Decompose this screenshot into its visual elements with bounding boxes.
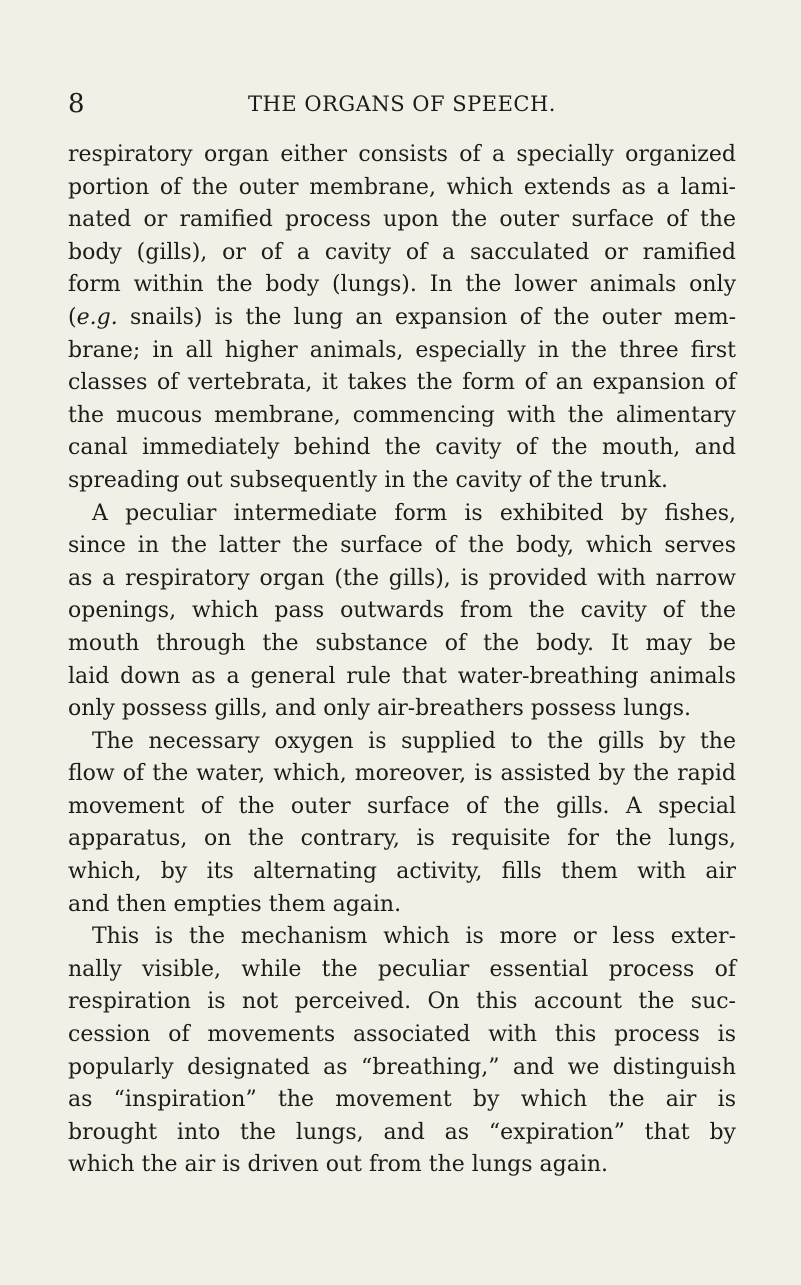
paragraph [68,921,736,1182]
text-line: form within the body (lungs). In the lower animals only [68,272,736,298]
page-number: 8 [68,89,85,119]
text-line: (e.g. snails) is the lung an expansion of the outer mem- [68,304,736,330]
body-text [68,139,736,1182]
text-line: The necessary oxygen is supplied to the gills by the [92,728,736,754]
text-line: A peculiar intermediate form is exhibited by fishes, [92,500,736,526]
text-line: as a respiratory organ (the gills), is provided with narrow [68,565,736,591]
text-line: This is the mechanism which is more or less exter- [92,924,736,950]
page-header [68,88,736,120]
text-line: apparatus, on the contrary, is requisite for the lungs, [68,826,736,852]
text-line: cession of movements associated with this process is [68,1022,736,1048]
text-line: flow of the water, which, moreover, is assisted by the rapid [68,761,736,787]
text-line: brane; in all higher animals, especially in the three first [68,337,736,363]
text-line: body (gills), or of a cavity of a sacculated or ramified [68,239,736,265]
text-line: movement of the outer surface of the gills. A special [68,793,736,819]
paragraph [68,726,736,922]
text-line: nally visible, while the peculiar essential process of [68,956,736,982]
text-line: spreading out subsequently in the cavity of the trunk. [68,467,669,493]
text-line: canal immediately behind the cavity of the mouth, and [68,435,736,461]
text-line: brought into the lungs, and as “expiration” that by [68,1119,736,1145]
text-line: respiratory organ either consists of a specially organized [68,142,736,167]
text-line: portion of the outer membrane, which extends as a lami- [68,174,736,200]
text-line: respiration is not perceived. On this account the suc- [68,989,736,1015]
text-line: since in the latter the surface of the body, which serves [68,533,736,559]
text-line: classes of vertebrata, it takes the form of an expansion of [68,370,736,396]
text-line: laid down as a general rule that water-breathing animals [68,663,736,689]
text-line: mouth through the substance of the body. It may be [68,630,736,656]
paragraph [68,139,736,498]
text-line: and then empties them again. [68,891,402,917]
text-line: nated or ramified process upon the outer surface of the [68,207,736,233]
text-line: only possess gills, and only air-breathers possess lungs. [68,696,691,722]
text-line: openings, which pass outwards from the cavity of the [68,598,736,624]
text-line: which, by its alternating activity, fills them with air [68,859,736,885]
text-line: as “inspiration” the movement by which the air is [68,1087,736,1113]
running-title: THE ORGANS OF SPEECH. [248,92,556,116]
text-line: which the air is driven out from the lungs again. [68,1152,609,1178]
text-line: the mucous membrane, commencing with the alimentary [68,402,736,428]
paragraph [68,498,736,726]
text-line: popularly designated as “breathing,” and we distinguish [68,1054,736,1080]
